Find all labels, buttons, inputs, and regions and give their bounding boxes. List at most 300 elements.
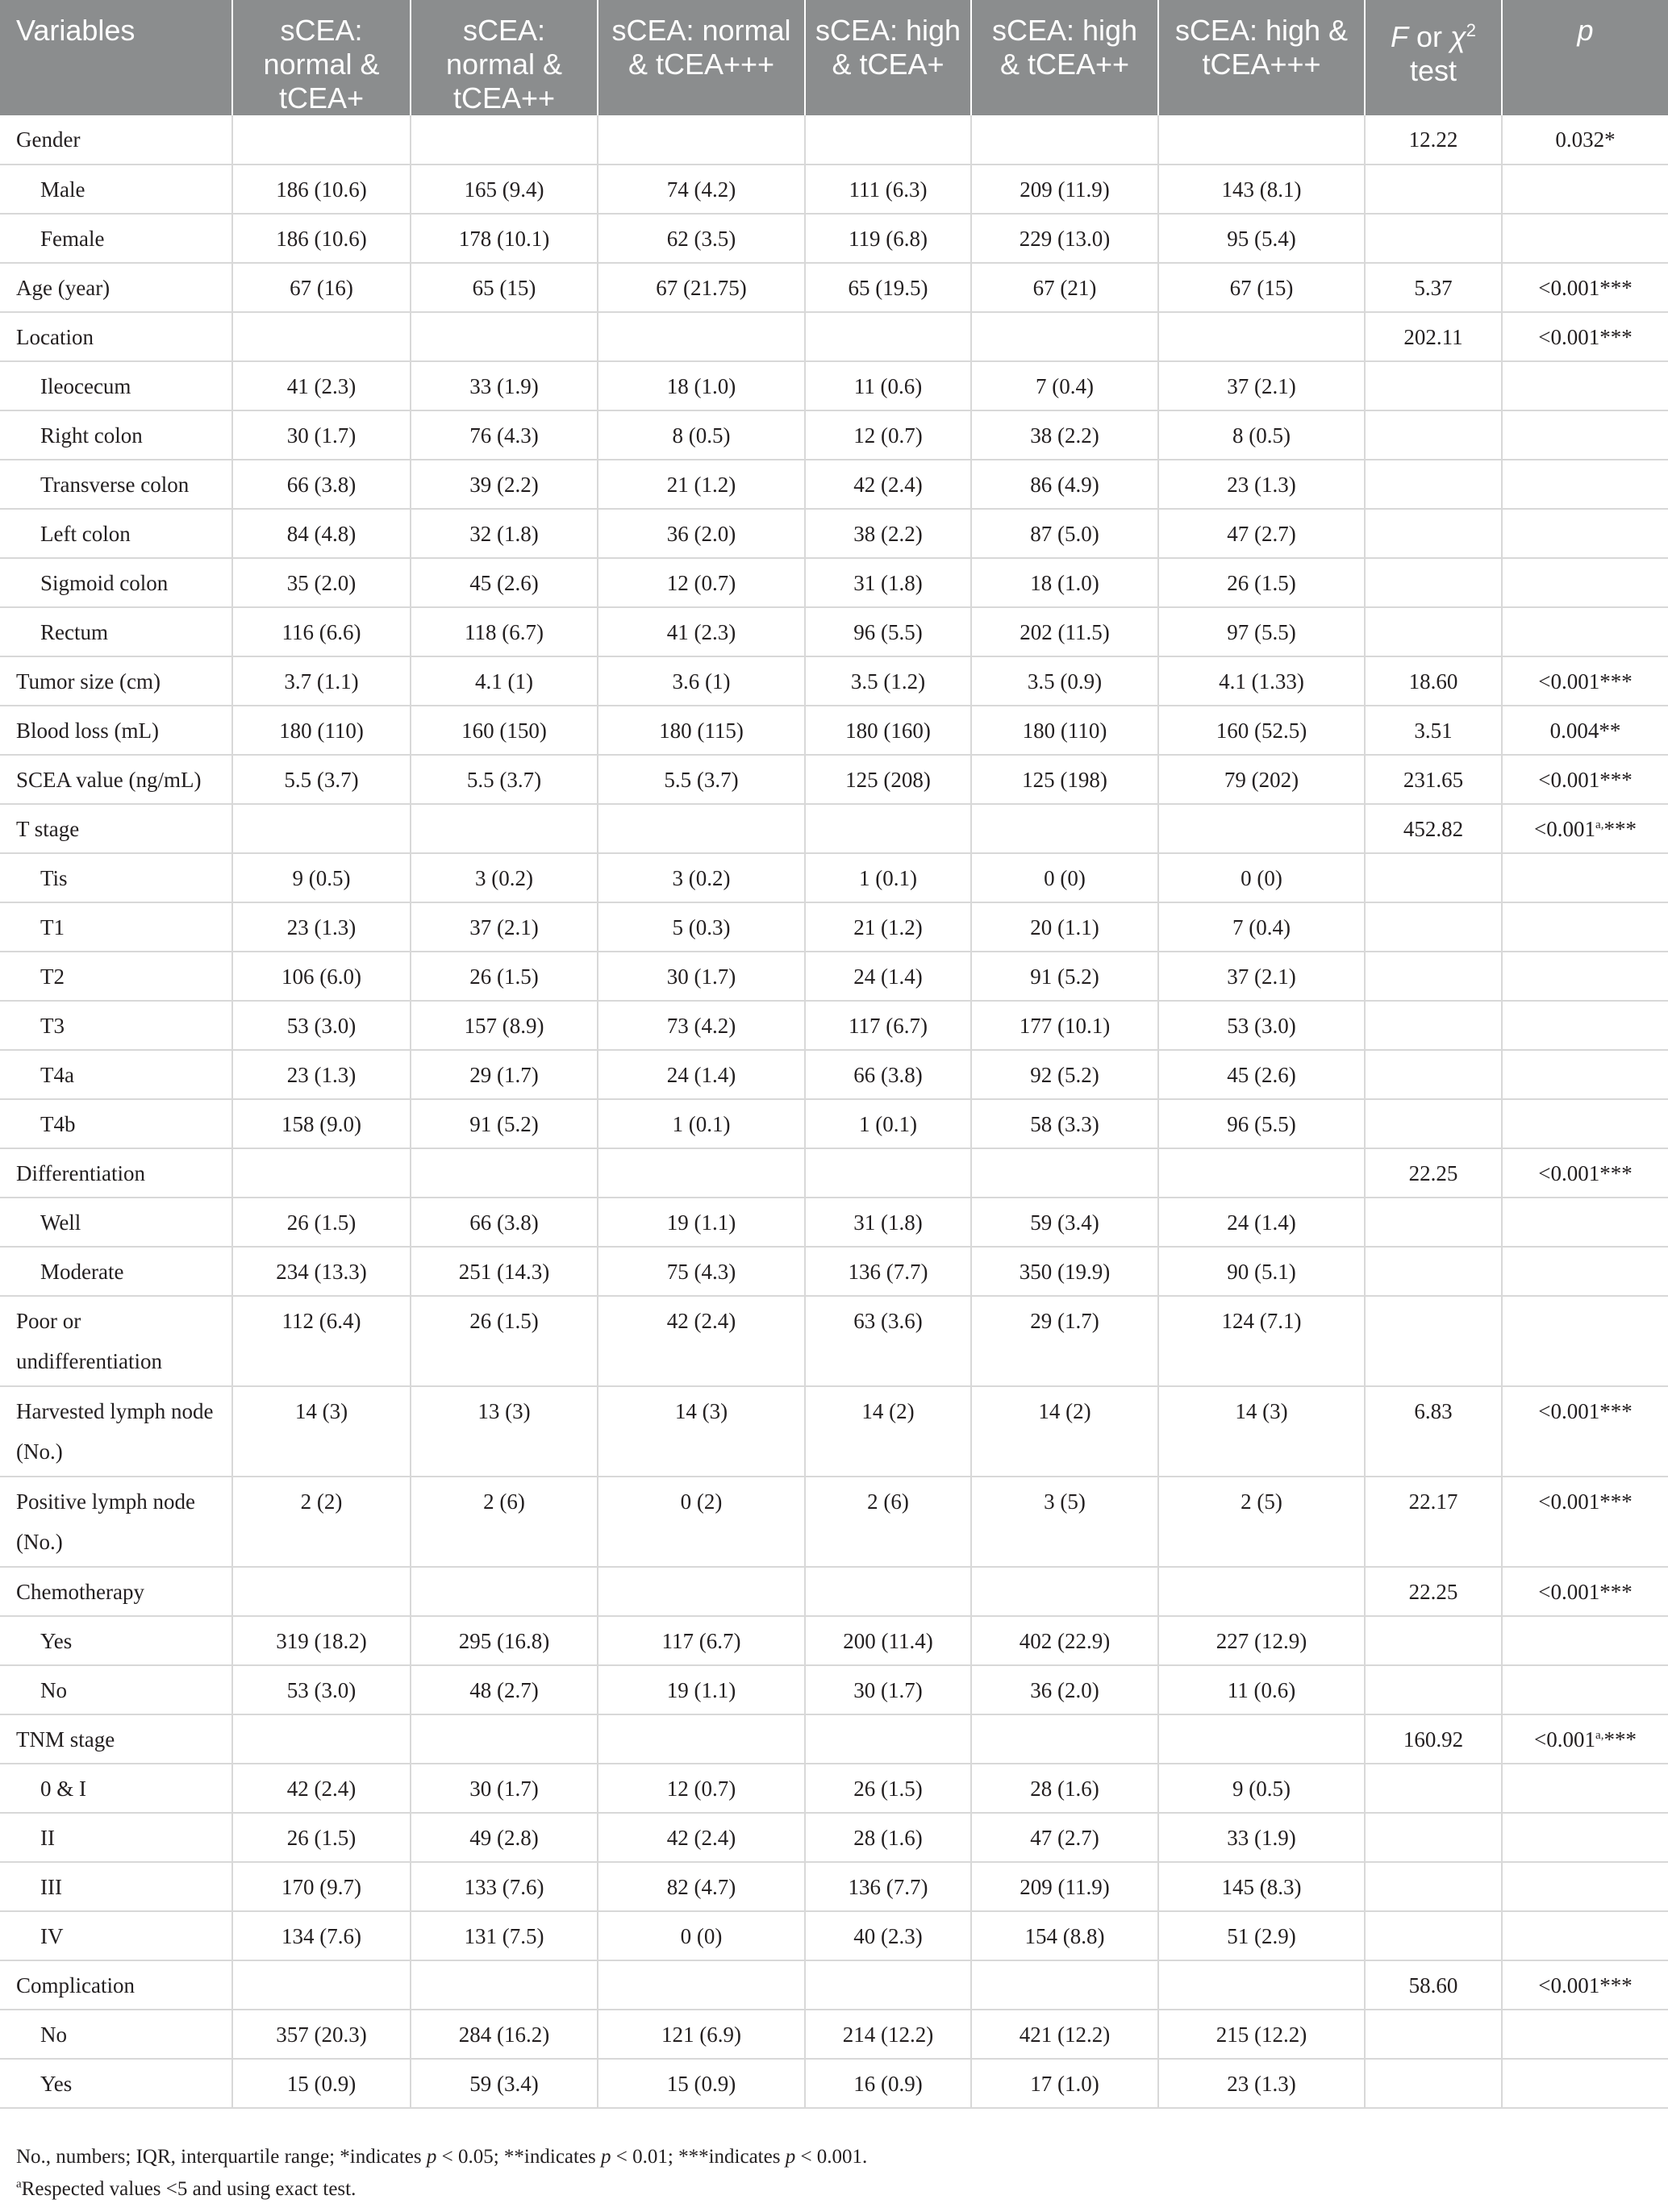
cell-value [598,1148,805,1198]
row-label: T stage [0,804,232,853]
row-label: T2 [0,952,232,1001]
cell-value: 180 (115) [598,706,805,755]
cell-value: 67 (21) [971,263,1158,312]
cell-value [411,312,598,361]
row-label: Harvested lymph node (No.) [0,1386,232,1477]
row-label: TNM stage [0,1714,232,1764]
cell-p-value [1502,902,1668,952]
cell-p-value [1502,1665,1668,1714]
cell-test-statistic: 58.60 [1365,1960,1502,2010]
cell-value: 158 (9.0) [232,1099,411,1148]
table-row [0,1198,1668,1247]
cell-test-statistic [1365,214,1502,263]
cell-test-statistic [1365,2059,1502,2108]
p-value-stars: *** [1603,817,1637,841]
cell-value: 125 (208) [805,755,971,804]
cell-value: 91 (5.2) [971,952,1158,1001]
cell-value: 23 (1.3) [232,1050,411,1099]
cell-test-statistic [1365,1099,1502,1148]
cell-value: 91 (5.2) [411,1099,598,1148]
table-row [0,1099,1668,1148]
row-label: II [0,1813,232,1862]
cell-value: 177 (10.1) [971,1001,1158,1050]
cell-value: 227 (12.9) [1158,1616,1365,1665]
cell-test-statistic [1365,509,1502,558]
row-label: Chemotherapy [0,1567,232,1616]
cell-value: 97 (5.5) [1158,607,1365,656]
cell-value: 38 (2.2) [971,410,1158,460]
row-label: Gender [0,115,232,165]
row-label: 0 & I [0,1764,232,1813]
row-label: Positive lymph node (No.) [0,1477,232,1567]
cell-value: 42 (2.4) [598,1813,805,1862]
row-label: Moderate [0,1247,232,1296]
header-test [1365,0,1502,115]
cell-value [411,115,598,165]
cell-value [805,312,971,361]
header-col-3: sCEA: normal & tCEA+++ [598,0,805,115]
cell-value [805,1960,971,2010]
cell-value: 51 (2.9) [1158,1911,1365,1960]
cell-p-value [1502,1050,1668,1099]
cell-test-statistic: 231.65 [1365,755,1502,804]
cell-p-value [1502,2059,1668,2108]
cell-p-value: <0.001*** [1502,263,1668,312]
cell-value: 402 (22.9) [971,1616,1158,1665]
table-row [0,165,1668,214]
footnote-text-part: < 0.05; **indicates [436,2146,602,2168]
cell-value: 40 (2.3) [805,1911,971,1960]
cell-value: 95 (5.4) [1158,214,1365,263]
cell-p-value: <0.001*** [1502,1386,1668,1477]
cell-value: 357 (20.3) [232,2010,411,2059]
table-header [0,0,1668,115]
cell-value: 24 (1.4) [805,952,971,1001]
cell-value: 4.1 (1.33) [1158,656,1365,706]
cell-test-statistic: 18.60 [1365,656,1502,706]
cell-value: 36 (2.0) [598,509,805,558]
header-test-or: or [1408,20,1451,53]
cell-test-statistic [1365,1764,1502,1813]
cell-value: 214 (12.2) [805,2010,971,2059]
table-row [0,853,1668,902]
table-row [0,1148,1668,1198]
cell-value: 15 (0.9) [232,2059,411,2108]
cell-value: 18 (1.0) [598,361,805,410]
table-row [0,361,1668,410]
cell-value: 14 (3) [1158,1386,1365,1477]
cell-value: 39 (2.2) [411,460,598,509]
table-row [0,1296,1668,1386]
cell-value: 180 (160) [805,706,971,755]
cell-value: 47 (2.7) [1158,509,1365,558]
cell-value: 12 (0.7) [598,1764,805,1813]
cell-value: 209 (11.9) [971,1862,1158,1911]
cell-value: 14 (3) [232,1386,411,1477]
cell-value: 73 (4.2) [598,1001,805,1050]
row-label: Age (year) [0,263,232,312]
cell-value: 154 (8.8) [971,1911,1158,1960]
header-test-f: F [1391,20,1409,53]
cell-test-statistic [1365,952,1502,1001]
cell-value: 75 (4.3) [598,1247,805,1296]
table-body [0,115,1668,2108]
cell-test-statistic [1365,1050,1502,1099]
cell-value: 37 (2.1) [411,902,598,952]
cell-value: 180 (110) [232,706,411,755]
cell-value: 421 (12.2) [971,2010,1158,2059]
cell-p-value: <0.001*** [1502,1567,1668,1616]
cell-value: 67 (16) [232,263,411,312]
footnote-text-part: No., numbers; IQR, interquartile range; *indicates [16,2146,427,2168]
table-row [0,312,1668,361]
table-row [0,902,1668,952]
cell-value: 5 (0.3) [598,902,805,952]
cell-value: 119 (6.8) [805,214,971,263]
cell-value: 14 (2) [805,1386,971,1477]
cell-value [805,115,971,165]
cell-value: 87 (5.0) [971,509,1158,558]
cell-p-value: <0.001*** [1502,1477,1668,1567]
cell-value: 14 (3) [598,1386,805,1477]
cell-value: 35 (2.0) [232,558,411,607]
cell-value: 30 (1.7) [411,1764,598,1813]
row-label: Tumor size (cm) [0,656,232,706]
p-value-text: <0.001 [1534,1727,1596,1752]
cell-test-statistic: 202.11 [1365,312,1502,361]
cell-value [1158,1148,1365,1198]
cell-value: 58 (3.3) [971,1099,1158,1148]
cell-value: 234 (13.3) [232,1247,411,1296]
cell-p-value [1502,1247,1668,1296]
cell-p-value [1502,1296,1668,1386]
cell-test-statistic: 22.25 [1365,1148,1502,1198]
cell-value [805,804,971,853]
cell-value: 41 (2.3) [232,361,411,410]
table-row [0,509,1668,558]
cell-test-statistic [1365,1296,1502,1386]
cell-value: 26 (1.5) [411,952,598,1001]
cell-value: 19 (1.1) [598,1665,805,1714]
header-col-2: sCEA: normal & tCEA++ [411,0,598,115]
table-row [0,607,1668,656]
cell-test-statistic [1365,460,1502,509]
cell-value: 13 (3) [411,1386,598,1477]
cell-value: 8 (0.5) [1158,410,1365,460]
cell-p-value [1502,1001,1668,1050]
row-label: SCEA value (ng/mL) [0,755,232,804]
cell-value: 180 (110) [971,706,1158,755]
cell-value: 0 (2) [598,1477,805,1567]
row-label: Poor or undifferentiation [0,1296,232,1386]
cell-value [1158,312,1365,361]
cell-p-value: 0.032* [1502,115,1668,165]
cell-test-statistic [1365,1813,1502,1862]
row-label: Female [0,214,232,263]
table-row [0,1911,1668,1960]
cell-value: 112 (6.4) [232,1296,411,1386]
cell-value: 111 (6.3) [805,165,971,214]
cell-value: 229 (13.0) [971,214,1158,263]
cell-value: 9 (0.5) [1158,1764,1365,1813]
row-label: Ileocecum [0,361,232,410]
cell-value [411,1960,598,2010]
cell-value: 9 (0.5) [232,853,411,902]
cell-value: 65 (19.5) [805,263,971,312]
cell-value: 319 (18.2) [232,1616,411,1665]
cell-value: 63 (3.6) [805,1296,971,1386]
row-label: T3 [0,1001,232,1050]
cell-value: 65 (15) [411,263,598,312]
cell-value: 136 (7.7) [805,1247,971,1296]
cell-value: 53 (3.0) [232,1665,411,1714]
cell-value: 53 (3.0) [232,1001,411,1050]
cell-value [598,115,805,165]
cell-value: 67 (21.75) [598,263,805,312]
cell-value: 131 (7.5) [411,1911,598,1960]
cell-value: 186 (10.6) [232,165,411,214]
cell-value: 11 (0.6) [1158,1665,1365,1714]
cell-value: 12 (0.7) [598,558,805,607]
p-value-footnote-marker: a, [1595,819,1604,831]
cell-value: 26 (1.5) [805,1764,971,1813]
cell-value [805,1567,971,1616]
table-row [0,1862,1668,1911]
cell-value: 31 (1.8) [805,1198,971,1247]
header-variables: Variables [0,0,232,115]
cell-value: 76 (4.3) [411,410,598,460]
cell-value: 28 (1.6) [805,1813,971,1862]
cell-value [411,1148,598,1198]
cell-value: 121 (6.9) [598,2010,805,2059]
cell-value: 165 (9.4) [411,165,598,214]
table-row [0,1477,1668,1567]
cell-test-statistic [1365,558,1502,607]
table-row [0,1050,1668,1099]
cell-value: 160 (150) [411,706,598,755]
cell-value: 106 (6.0) [232,952,411,1001]
row-label: T4a [0,1050,232,1099]
cell-value: 14 (2) [971,1386,1158,1477]
cell-value: 33 (1.9) [1158,1813,1365,1862]
cell-value [971,1960,1158,2010]
header-test-word: test [1409,54,1457,87]
cell-test-statistic: 3.51 [1365,706,1502,755]
table-row [0,115,1668,165]
row-label: Yes [0,2059,232,2108]
cell-value: 74 (4.2) [598,165,805,214]
cell-value: 20 (1.1) [971,902,1158,952]
cell-test-statistic [1365,1862,1502,1911]
cell-value [232,1148,411,1198]
cell-value [1158,1960,1365,2010]
cell-value: 16 (0.9) [805,2059,971,2108]
footnote-p-symbol: p [785,2146,796,2168]
cell-value: 118 (6.7) [411,607,598,656]
cell-value: 7 (0.4) [971,361,1158,410]
cell-value: 12 (0.7) [805,410,971,460]
cell-p-value: 0.004** [1502,706,1668,755]
cell-p-value [1502,1862,1668,1911]
cell-value: 59 (3.4) [411,2059,598,2108]
cell-value: 5.5 (3.7) [411,755,598,804]
row-label: Location [0,312,232,361]
cell-test-statistic [1365,361,1502,410]
cell-value: 116 (6.6) [232,607,411,656]
cell-value: 53 (3.0) [1158,1001,1365,1050]
cell-test-statistic: 6.83 [1365,1386,1502,1477]
cell-value: 202 (11.5) [971,607,1158,656]
cell-value: 11 (0.6) [805,361,971,410]
cell-value: 17 (1.0) [971,2059,1158,2108]
cell-value: 1 (0.1) [805,1099,971,1148]
table-row [0,263,1668,312]
cell-value: 2 (2) [232,1477,411,1567]
footnote-exact-test [16,2177,356,2202]
header-row [0,0,1668,115]
cell-value: 38 (2.2) [805,509,971,558]
cell-test-statistic [1365,2010,1502,2059]
cell-p-value [1502,1198,1668,1247]
cell-value: 3 (0.2) [411,853,598,902]
table-row [0,1714,1668,1764]
cell-value [411,1567,598,1616]
cell-test-statistic [1365,1001,1502,1050]
cell-value: 143 (8.1) [1158,165,1365,214]
cell-value [971,804,1158,853]
cell-value: 66 (3.8) [411,1198,598,1247]
cell-value [598,804,805,853]
cell-test-statistic [1365,1616,1502,1665]
cell-p-value: <0.001*** [1502,1960,1668,2010]
cell-value: 23 (1.3) [1158,460,1365,509]
cell-value: 19 (1.1) [598,1198,805,1247]
footnote-marker: a [16,2177,22,2191]
row-label: Sigmoid colon [0,558,232,607]
header-test-chi: χ [1450,20,1466,53]
row-label: T4b [0,1099,232,1148]
row-label: T1 [0,902,232,952]
cell-value: 251 (14.3) [411,1247,598,1296]
cell-value: 48 (2.7) [411,1665,598,1714]
cell-value: 82 (4.7) [598,1862,805,1911]
table-row [0,804,1668,853]
cell-p-value [1502,853,1668,902]
cell-p-value: <0.001*** [1502,312,1668,361]
cell-value: 117 (6.7) [805,1001,971,1050]
cell-value: 37 (2.1) [1158,361,1365,410]
table-row [0,460,1668,509]
table-row [0,1665,1668,1714]
p-value-stars: *** [1603,1727,1637,1752]
cell-value: 42 (2.4) [805,460,971,509]
table-row [0,1386,1668,1477]
footnote-text: Respected values <5 and using exact test. [21,2178,357,2200]
cell-p-value [1502,952,1668,1001]
cell-value [232,312,411,361]
cell-value: 3.7 (1.1) [232,656,411,706]
cell-value: 0 (0) [598,1911,805,1960]
cell-value [1158,1714,1365,1764]
cell-value [598,1960,805,2010]
row-label: Rectum [0,607,232,656]
cell-value [805,1148,971,1198]
cell-p-value [1502,509,1668,558]
cell-value [232,115,411,165]
cell-value: 117 (6.7) [598,1616,805,1665]
cell-value [232,1960,411,2010]
table-row [0,952,1668,1001]
cell-value: 32 (1.8) [411,509,598,558]
table-row [0,1813,1668,1862]
cell-test-statistic [1365,1911,1502,1960]
header-col-6: sCEA: high & tCEA+++ [1158,0,1365,115]
cell-value: 62 (3.5) [598,214,805,263]
cell-value: 30 (1.7) [232,410,411,460]
cell-value: 23 (1.3) [232,902,411,952]
cell-value [232,804,411,853]
row-label: Differentiation [0,1148,232,1198]
cell-value [971,115,1158,165]
cell-p-value [1502,165,1668,214]
table-row [0,1616,1668,1665]
cell-value [598,312,805,361]
cell-value: 45 (2.6) [411,558,598,607]
footnote-p-symbol: p [601,2146,611,2168]
cell-value: 136 (7.7) [805,1862,971,1911]
cell-value [805,1714,971,1764]
cell-value: 79 (202) [1158,755,1365,804]
header-col-5: sCEA: high & tCEA++ [971,0,1158,115]
cell-value [971,312,1158,361]
row-label: III [0,1862,232,1911]
row-label: No [0,2010,232,2059]
cell-p-value [1502,214,1668,263]
cell-value: 26 (1.5) [1158,558,1365,607]
cell-test-statistic [1365,853,1502,902]
cell-value [411,1714,598,1764]
p-value-footnote-marker: a, [1595,1729,1604,1742]
cell-value [971,1714,1158,1764]
table-row [0,1247,1668,1296]
row-label: Tis [0,853,232,902]
cell-value: 31 (1.8) [805,558,971,607]
cell-p-value [1502,1911,1668,1960]
cell-value: 2 (6) [805,1477,971,1567]
cell-value: 295 (16.8) [411,1616,598,1665]
p-value-text: <0.001 [1534,817,1596,841]
cell-p-value [1502,1616,1668,1665]
cell-value: 26 (1.5) [232,1198,411,1247]
cell-value: 3 (5) [971,1477,1158,1567]
cell-value: 160 (52.5) [1158,706,1365,755]
cell-value: 86 (4.9) [971,460,1158,509]
cell-value: 2 (5) [1158,1477,1365,1567]
cell-test-statistic [1365,902,1502,952]
cell-value: 26 (1.5) [232,1813,411,1862]
cell-value: 145 (8.3) [1158,1862,1365,1911]
cell-p-value: <0.001*** [1502,755,1668,804]
cell-value: 84 (4.8) [232,509,411,558]
cell-value: 66 (3.8) [805,1050,971,1099]
cell-value: 47 (2.7) [971,1813,1158,1862]
cell-value: 215 (12.2) [1158,2010,1365,2059]
cell-p-value [1502,460,1668,509]
cell-value [1158,804,1365,853]
table-row [0,1960,1668,2010]
row-label: Complication [0,1960,232,2010]
cell-value: 41 (2.3) [598,607,805,656]
